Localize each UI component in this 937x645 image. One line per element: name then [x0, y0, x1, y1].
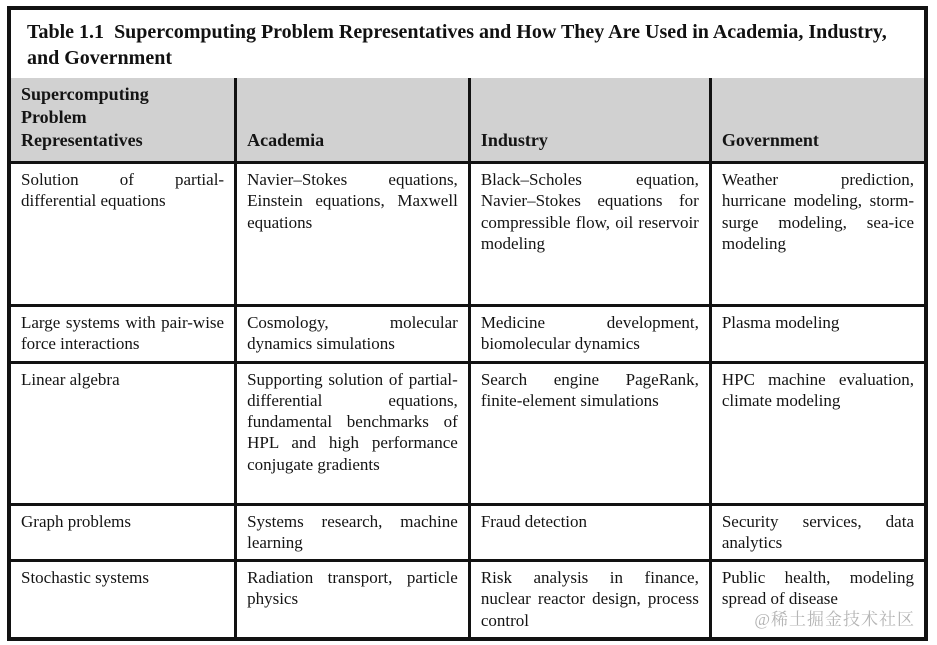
col-header-government: Government — [710, 78, 924, 163]
table-frame — [7, 6, 928, 641]
cell-r2-c3: HPC machine evaluation, climate modeling — [710, 362, 924, 504]
cell-r1-c3: Plasma modeling — [710, 306, 924, 363]
cell-r0-c2: Black–Scholes equation, Navier–Stokes equations for compressible flow, oil reservoir modeling — [469, 163, 710, 306]
supercomputing-problems-table — [11, 78, 924, 637]
cell-r2-c2: Search engine PageRank, finite-element simulations — [469, 362, 710, 504]
col-header-problem-representatives — [11, 78, 236, 163]
table-title — [11, 10, 924, 78]
col-header-problem-representatives-label: Supercomputing Problem Representatives — [21, 84, 149, 151]
cell-r0-c3: Weather prediction, hurricane modeling, storm-surge modeling, sea-ice modeling — [710, 163, 924, 306]
cell-r4-c1: Radiation transport, particle physics — [236, 561, 470, 637]
cell-r3-c1: Systems research, machine learning — [236, 504, 470, 561]
cell-r4-c3: Public health, modeling spread of disease — [710, 561, 924, 637]
cell-r1-c1: Cosmology, molecular dynamics simulations — [236, 306, 470, 363]
cell-r2-c0: Linear algebra — [11, 362, 236, 504]
table-row — [11, 163, 924, 306]
cell-r0-c1: Navier–Stokes equations, Einstein equations, Maxwell equations — [236, 163, 470, 306]
cell-r3-c2: Fraud detection — [469, 504, 710, 561]
table-title-text: Supercomputing Problem Representatives and How They Are Used in Academia, Industry, and Government — [27, 21, 887, 70]
cell-r3-c3: Security services, data analytics — [710, 504, 924, 561]
watermark: @稀土掘金技术社区 — [754, 610, 915, 629]
col-header-academia: Academia — [236, 78, 470, 163]
table-row — [11, 306, 924, 363]
table-row — [11, 362, 924, 504]
cell-r4-c0: Stochastic systems — [11, 561, 236, 637]
table-row — [11, 504, 924, 561]
cell-r0-c0: Solution of partial-differential equations — [11, 163, 236, 306]
cell-r2-c1: Supporting solution of partial-differential equations, fundamental benchmarks of HPL and high performance conjugate gradients — [236, 362, 470, 504]
cell-r1-c2: Medicine development, biomolecular dynamics — [469, 306, 710, 363]
cell-r3-c0: Graph problems — [11, 504, 236, 561]
col-header-industry: Industry — [469, 78, 710, 163]
header-row — [11, 78, 924, 163]
cell-r4-c2: Risk analysis in finance, nuclear reactor design, process control — [469, 561, 710, 637]
table-number-label: Table 1.1 — [27, 21, 105, 43]
cell-r1-c0: Large systems with pair-wise force interactions — [11, 306, 236, 363]
